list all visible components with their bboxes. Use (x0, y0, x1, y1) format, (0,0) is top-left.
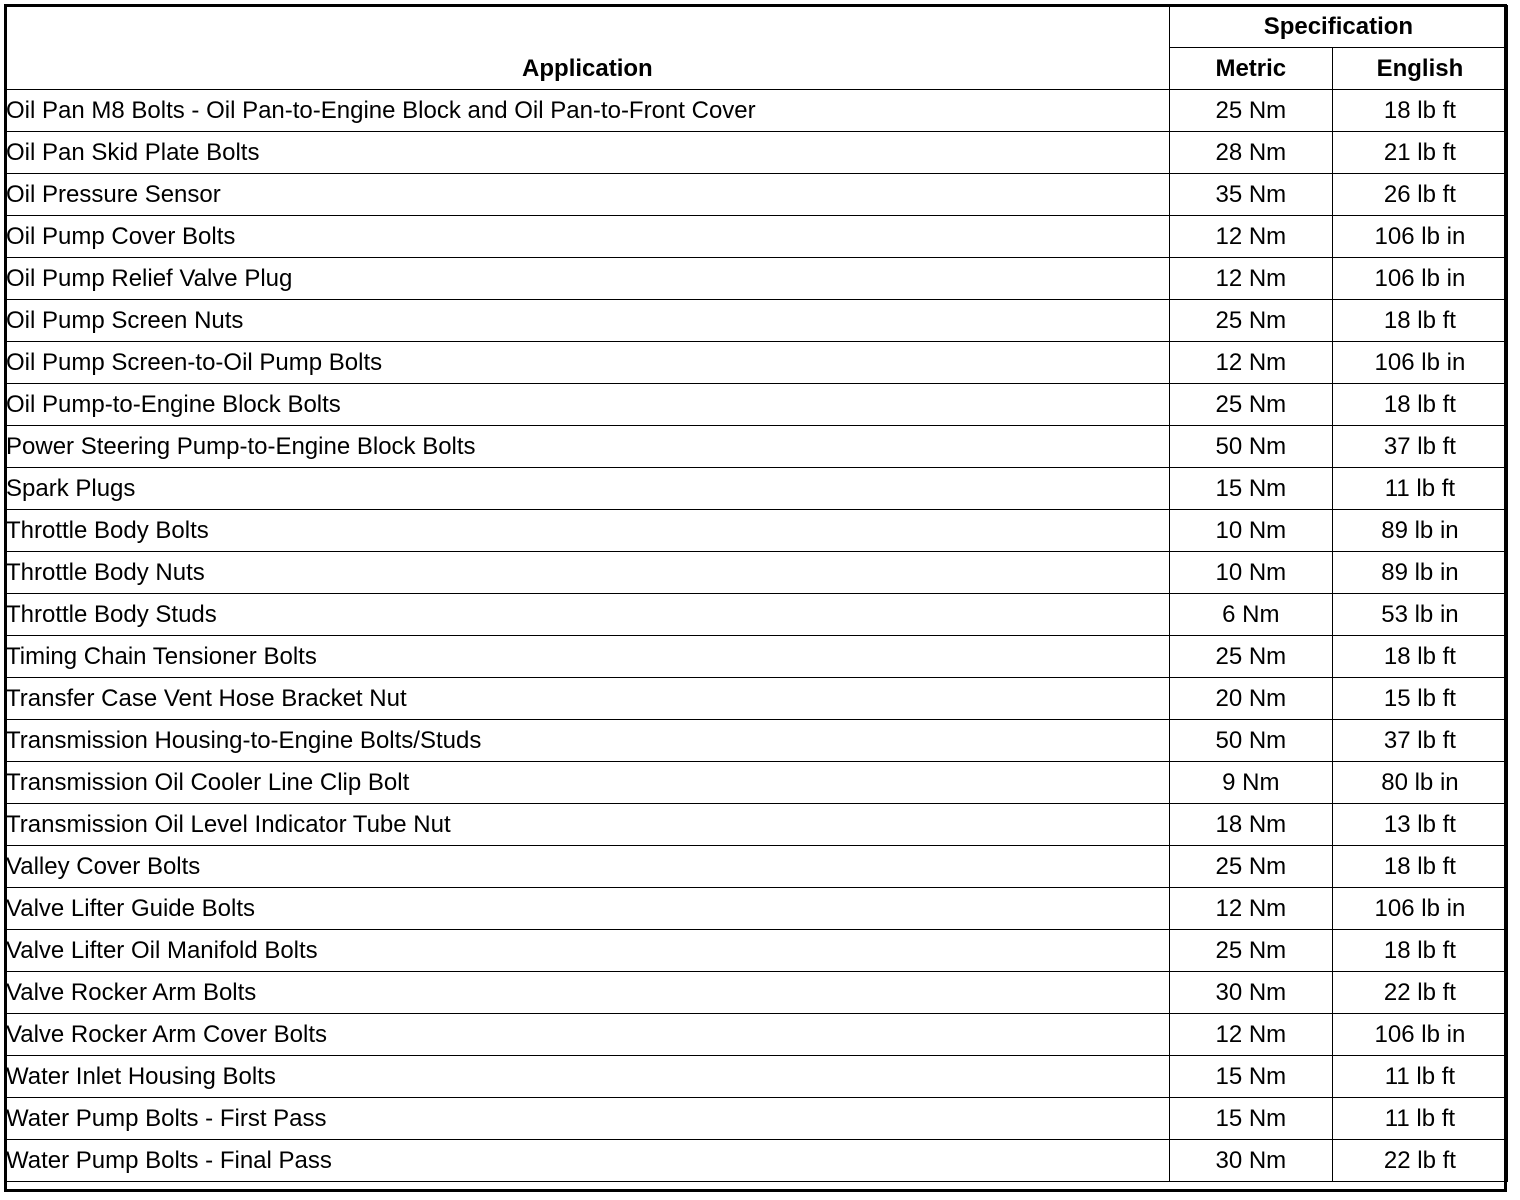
table-row (6, 1098, 1508, 1140)
english-cell: 106 lb in (1332, 888, 1507, 930)
application-cell: Oil Pump-to-Engine Block Bolts (6, 384, 1170, 426)
english-cell: 106 lb in (1332, 1014, 1507, 1056)
metric-cell: 25 Nm (1169, 384, 1332, 426)
table-row (6, 552, 1508, 594)
table-row (6, 132, 1508, 174)
application-cell: Oil Pump Relief Valve Plug (6, 258, 1170, 300)
application-cell: Transfer Case Vent Hose Bracket Nut (6, 678, 1170, 720)
english-cell: 18 lb ft (1332, 300, 1507, 342)
english-cell: 106 lb in (1332, 342, 1507, 384)
metric-cell: 12 Nm (1169, 342, 1332, 384)
metric-cell: 10 Nm (1169, 510, 1332, 552)
english-cell: 37 lb ft (1332, 426, 1507, 468)
table-row (6, 972, 1508, 1014)
table-row (6, 594, 1508, 636)
table-row (6, 678, 1508, 720)
header-row-top (6, 6, 1508, 48)
table-row (6, 762, 1508, 804)
english-cell: 11 lb ft (1332, 1098, 1507, 1140)
metric-cell: 25 Nm (1169, 930, 1332, 972)
english-cell: 53 lb in (1332, 594, 1507, 636)
metric-cell: 12 Nm (1169, 888, 1332, 930)
application-cell: Water Pump Bolts - First Pass (6, 1098, 1170, 1140)
english-cell: 18 lb ft (1332, 384, 1507, 426)
english-cell: 13 lb ft (1332, 804, 1507, 846)
metric-cell: 20 Nm (1169, 678, 1332, 720)
application-cell: Timing Chain Tensioner Bolts (6, 636, 1170, 678)
table-row (6, 930, 1508, 972)
table-row (6, 468, 1508, 510)
application-header-label: Application (522, 55, 653, 82)
english-cell: 18 lb ft (1332, 846, 1507, 888)
table-row (6, 216, 1508, 258)
application-column-header (6, 6, 1170, 90)
application-cell: Water Pump Bolts - Final Pass (6, 1140, 1170, 1182)
metric-cell: 28 Nm (1169, 132, 1332, 174)
metric-cell: 12 Nm (1169, 1014, 1332, 1056)
table-row (6, 300, 1508, 342)
metric-cell: 15 Nm (1169, 468, 1332, 510)
application-cell: Transmission Oil Cooler Line Clip Bolt (6, 762, 1170, 804)
table-row (6, 804, 1508, 846)
fastener-spec-table (5, 5, 1508, 1182)
metric-cell: 12 Nm (1169, 258, 1332, 300)
english-cell: 106 lb in (1332, 258, 1507, 300)
english-cell: 80 lb in (1332, 762, 1507, 804)
table-header (6, 6, 1508, 90)
metric-column-header: Metric (1169, 48, 1332, 90)
metric-cell: 12 Nm (1169, 216, 1332, 258)
metric-cell: 10 Nm (1169, 552, 1332, 594)
table-row (6, 888, 1508, 930)
english-cell: 22 lb ft (1332, 972, 1507, 1014)
metric-cell: 25 Nm (1169, 90, 1332, 132)
application-cell: Oil Pump Cover Bolts (6, 216, 1170, 258)
table-row (6, 342, 1508, 384)
specification-group-header: Specification (1169, 6, 1507, 48)
table-row (6, 720, 1508, 762)
english-cell: 89 lb in (1332, 552, 1507, 594)
metric-cell: 9 Nm (1169, 762, 1332, 804)
metric-cell: 6 Nm (1169, 594, 1332, 636)
metric-cell: 18 Nm (1169, 804, 1332, 846)
english-cell: 18 lb ft (1332, 90, 1507, 132)
table-row (6, 846, 1508, 888)
application-cell: Throttle Body Nuts (6, 552, 1170, 594)
english-cell: 15 lb ft (1332, 678, 1507, 720)
metric-cell: 15 Nm (1169, 1056, 1332, 1098)
english-cell: 26 lb ft (1332, 174, 1507, 216)
english-cell: 89 lb in (1332, 510, 1507, 552)
metric-cell: 30 Nm (1169, 1140, 1332, 1182)
english-cell: 22 lb ft (1332, 1140, 1507, 1182)
table-row (6, 90, 1508, 132)
application-cell: Oil Pump Screen-to-Oil Pump Bolts (6, 342, 1170, 384)
table-row (6, 258, 1508, 300)
english-cell: 11 lb ft (1332, 1056, 1507, 1098)
english-cell: 37 lb ft (1332, 720, 1507, 762)
application-cell: Valley Cover Bolts (6, 846, 1170, 888)
application-cell: Oil Pressure Sensor (6, 174, 1170, 216)
english-cell: 18 lb ft (1332, 930, 1507, 972)
table-row (6, 426, 1508, 468)
metric-cell: 25 Nm (1169, 846, 1332, 888)
application-cell: Throttle Body Studs (6, 594, 1170, 636)
application-cell: Throttle Body Bolts (6, 510, 1170, 552)
table-body (6, 90, 1508, 1182)
application-cell: Spark Plugs (6, 468, 1170, 510)
table-row (6, 1056, 1508, 1098)
table-row (6, 1014, 1508, 1056)
english-cell: 11 lb ft (1332, 468, 1507, 510)
application-cell: Power Steering Pump-to-Engine Block Bolts (6, 426, 1170, 468)
application-cell: Oil Pan M8 Bolts - Oil Pan-to-Engine Block and Oil Pan-to-Front Cover (6, 90, 1170, 132)
english-column-header: English (1332, 48, 1507, 90)
application-cell: Valve Lifter Guide Bolts (6, 888, 1170, 930)
table-row (6, 384, 1508, 426)
application-cell: Transmission Housing-to-Engine Bolts/Studs (6, 720, 1170, 762)
metric-cell: 50 Nm (1169, 720, 1332, 762)
table-row (6, 636, 1508, 678)
table-row (6, 1140, 1508, 1182)
application-cell: Valve Rocker Arm Bolts (6, 972, 1170, 1014)
metric-cell: 30 Nm (1169, 972, 1332, 1014)
metric-cell: 15 Nm (1169, 1098, 1332, 1140)
application-cell: Valve Rocker Arm Cover Bolts (6, 1014, 1170, 1056)
application-cell: Oil Pan Skid Plate Bolts (6, 132, 1170, 174)
english-cell: 21 lb ft (1332, 132, 1507, 174)
english-cell: 18 lb ft (1332, 636, 1507, 678)
metric-cell: 25 Nm (1169, 300, 1332, 342)
application-cell: Water Inlet Housing Bolts (6, 1056, 1170, 1098)
metric-cell: 35 Nm (1169, 174, 1332, 216)
application-cell: Transmission Oil Level Indicator Tube Nut (6, 804, 1170, 846)
table-row (6, 174, 1508, 216)
application-cell: Valve Lifter Oil Manifold Bolts (6, 930, 1170, 972)
english-cell: 106 lb in (1332, 216, 1507, 258)
metric-cell: 50 Nm (1169, 426, 1332, 468)
table-row (6, 510, 1508, 552)
metric-cell: 25 Nm (1169, 636, 1332, 678)
application-cell: Oil Pump Screen Nuts (6, 300, 1170, 342)
